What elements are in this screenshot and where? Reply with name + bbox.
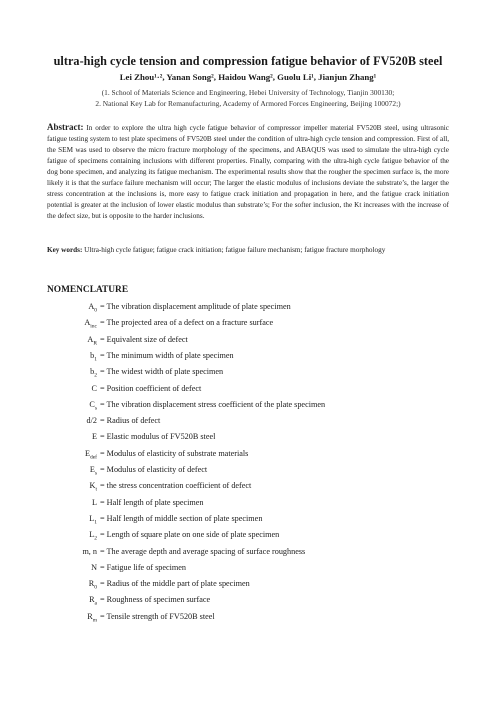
nomenclature-description: = Length of square plate on one side of plate specimen [100,530,280,540]
nomenclature-description: = Fatigue life of specimen [100,562,187,572]
nomenclature-row [0,302,291,314]
nomenclature-symbol: $A_{inc}$ [84,318,97,330]
nomenclature-symbol: $C_s$ [89,399,97,412]
nomenclature-subscript: def [89,454,97,461]
nomenclature-subscript: 0 [94,584,97,591]
nomenclature-symbol: $b_2$ [90,367,97,379]
nomenclature-description: = Elastic modulus of FV520B steel [100,432,216,442]
nomenclature-symbol: L [91,497,97,507]
nomenclature-row [0,563,186,572]
nomenclature-description: = Half length of plate specimen [100,497,204,507]
nomenclature-subscript: m [92,617,97,624]
nomenclature-description: = Half length of middle section of plate specimen [100,513,263,523]
nomenclature-row [0,335,188,347]
nomenclature-description: = Position coefficient of defect [100,383,202,393]
nomenclature-symbol: $R_m$ [87,611,97,624]
nomenclature-description: = Equivalent size of defect [100,334,188,344]
nomenclature-row [0,579,250,591]
nomenclature-symbol: $K_t$ [89,481,97,493]
nomenclature-symbol: $R_a$ [89,595,97,608]
nomenclature-description: = Modulus of elasticity of defect [100,465,208,474]
nomenclature-row [0,465,207,477]
abstract-text: In order to explore the ultra high cycle fatigue behavior of compressor impeller material FV520B steel, using ultrasonic fatigue testing system to test plate specimens of FV520B steel under the condition of ultra-high cycle tension and compression. First of all, the SEM was used to observe the micro fracture morphology of the specimens, and ABAQUS was used to simulate the ultra-high cycle fatigue of specimens containing inclusions with different properties. Finally, comparing with the ultra-high cycle fatigue behavior of the dog bone specimen, and analyzing its fatigue mechanism. The experimental results show that the rougher the specimen surface is, the more likely it is that the surface failure mechanism will occur; The larger the elastic modulus of inclusions deviate the substrate’s, the larger the stress concentration at the inclusions is, more easy to fatigue crack initiation and propagation in here, and the fatigue crack initiation potential is greater at the inclusion of lower elastic modulus than substrate’s; For the softer inclusion, the Kt increases with the increase of the defect size, but is opposite to the harder inclusions. [47,124,449,220]
nomenclature-subscript: R [93,340,97,347]
nomenclature-row [0,416,160,425]
nomenclature-description: = The vibration displacement stress coefficient of the plate specimen [100,399,326,409]
nomenclature-subscript: a [94,601,97,608]
nomenclature-subscript: 2 [94,535,97,542]
author-list: Lei Zhou¹·², Yanan Song², Haidou Wang², Guolu Li¹, Jianjun Zhang¹ [119,72,377,82]
nomenclature-subscript: inc [90,323,97,330]
nomenclature-heading: NOMENCLATURE [47,285,129,295]
nomenclature-row [0,367,223,379]
nomenclature-symbol: $L_1$ [89,513,97,526]
nomenclature-description: = Radius of defect [100,416,161,426]
nomenclature-symbol: $E_s$ [89,465,97,477]
nomenclature-symbol: N [91,562,97,572]
nomenclature-description: = The average depth and average spacing of surface roughness [100,546,306,556]
nomenclature-symbol: C [91,383,97,393]
abstract-label: Abstract: [47,122,84,132]
keywords-text: Ultra-high cycle fatigue; fatigue crack initiation; fatigue failure mechanism; fatigue fracture morphology [84,246,386,254]
nomenclature-subscript: 2 [94,372,97,379]
nomenclature-description: = Radius of the middle part of plate specimen [100,579,250,589]
nomenclature-description: = The projected area of a defect on a fracture surface [100,318,274,328]
nomenclature-symbol: $b_1$ [90,350,97,363]
paper-title: ultra-high cycle tension and compression fatigue behavior of FV520B steel [53,54,443,68]
nomenclature-symbol: d/2 [86,416,97,426]
nomenclature-subscript: 1 [94,519,97,526]
affiliation-1: (1. School of Materials Science and Engineering, Hebei University of Technology, Tianjin 300130; [101,88,395,97]
nomenclature-description: = The vibration displacement amplitude of plate specimen [100,302,291,311]
nomenclature-row [0,595,210,607]
nomenclature-symbol: $L_2$ [89,530,97,542]
nomenclature-row [0,547,305,556]
nomenclature-symbol: E [91,432,97,442]
nomenclature-row [0,530,279,542]
nomenclature-description: = the stress concentration coefficient of defect [100,481,252,491]
nomenclature-row [0,400,325,412]
keywords-label: Key words: [47,246,83,254]
nomenclature-row [0,432,215,441]
nomenclature-symbol: $A_0$ [88,302,97,314]
nomenclature-subscript: 1 [94,356,97,363]
nomenclature-symbol: $A_R$ [87,334,97,347]
nomenclature-symbol: $E_{def}$ [84,448,97,461]
nomenclature-row [0,612,215,624]
nomenclature-description: = The widest width of plate specimen [100,367,224,377]
nomenclature-row [0,318,273,330]
nomenclature-row [0,351,234,363]
nomenclature-subscript: s [94,405,97,412]
nomenclature-description: = The minimum width of plate specimen [100,350,234,360]
nomenclature-row [0,449,248,461]
nomenclature-row [0,481,251,493]
affiliation-2: 2. National Key Lab for Remanufacturing, Academy of Armored Forces Engineering, Beijing 100072;) [95,99,401,108]
nomenclature-description: = Modulus of elasticity of substrate materials [100,448,249,458]
keywords [47,245,449,256]
nomenclature-description: = Tensile strength of FV520B steel [100,611,215,621]
nomenclature-subscript: s [94,470,97,477]
nomenclature-row [0,514,262,526]
nomenclature-symbol: $R_0$ [88,579,97,591]
nomenclature-symbol: m, n [82,546,97,556]
nomenclature-description: = Roughness of specimen surface [100,595,211,605]
nomenclature-subscript: 0 [94,307,97,314]
nomenclature-row [0,384,201,393]
nomenclature-row [0,498,204,507]
abstract [47,122,449,222]
nomenclature-subscript: t [95,486,97,493]
